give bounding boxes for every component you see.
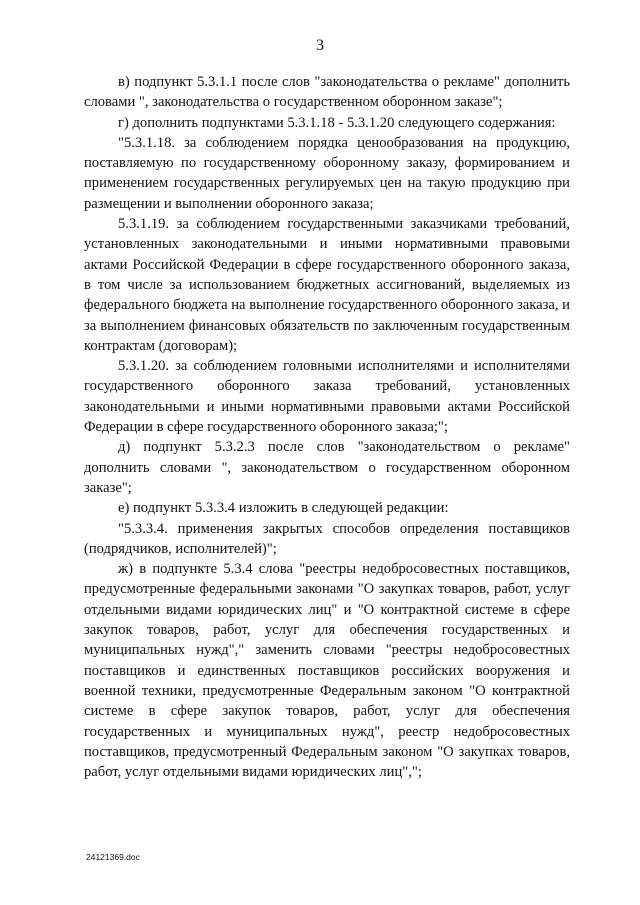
paragraph-d: д) подпункт 5.3.2.3 после слов "законодательством о рекламе" дополнить словами ", законодательством о государственном оборонном заказе"; bbox=[84, 439, 570, 496]
paragraph-e: е) подпункт 5.3.3.4 изложить в следующей редакции: bbox=[118, 500, 449, 517]
page-number: 3 bbox=[316, 37, 324, 54]
document-body bbox=[84, 72, 570, 782]
paragraph-g: г) дополнить подпунктами 5.3.1.18 - 5.3.1.20 следующего содержания: bbox=[118, 114, 556, 131]
paragraph-5-3-1-19: 5.3.1.19. за соблюдением государственными заказчиками требований, установленных законодательными и иными нормативными правовыми актами Российской Федерации в сфере государственного оборонного заказа, в том числе за использованием бюджетных ассигнований, выделяемых из федерального бюджета на выполнение государственного оборонного заказа, и за выполнением финансовых обязательств по заключенным государственным контрактам (договорам); bbox=[84, 216, 570, 354]
paragraph-zh: ж) в подпункте 5.3.4 слова "реестры недобросовестных поставщиков, предусмотренные федеральными законами "О закупках товаров, работ, услуг отдельными видами юридических лиц" и "О контрактной системе в сфере закупок товаров, работ, услуг для обеспечения государственных и муниципальных нужд"," заменить словами "реестры недобросовестных поставщиков и единственных поставщиков российских вооружения и военной техники, предусмотренные Федеральным законом "О контрактной системе в сфере закупок товаров, работ, услуг для обеспечения государственных и муниципальных нужд", реестр недобросовестных поставщиков, предусмотренный Федеральным законом "О закупках товаров, работ, услуг отдельными видами юридических лиц","; bbox=[84, 561, 570, 781]
paragraph-v: в) подпункт 5.3.1.1 после слов "законодательства о рекламе" дополнить словами ", законодательства о государственном оборонном заказе"; bbox=[84, 74, 570, 111]
footer-doc-code: 24121369.doc bbox=[86, 852, 140, 862]
paragraph-5-3-1-18: "5.3.1.18. за соблюдением порядка ценообразования на продукцию, поставляемую по государственному оборонному заказу, формированием и применением государственных регулируемых цен на такую продукцию при размещении и выполнении оборонного заказа; bbox=[84, 134, 570, 212]
paragraph-5-3-1-20: 5.3.1.20. за соблюдением головными исполнителями и исполнителями государственного оборонного заказа требований, установленных законодательными и иными нормативными правовыми актами Российской Федерации в сфере государственного оборонного заказа;"; bbox=[84, 358, 570, 436]
paragraph-5-3-3-4: "5.3.3.4. применения закрытых способов определения поставщиков (подрядчиков, исполнителей)"; bbox=[84, 520, 570, 557]
